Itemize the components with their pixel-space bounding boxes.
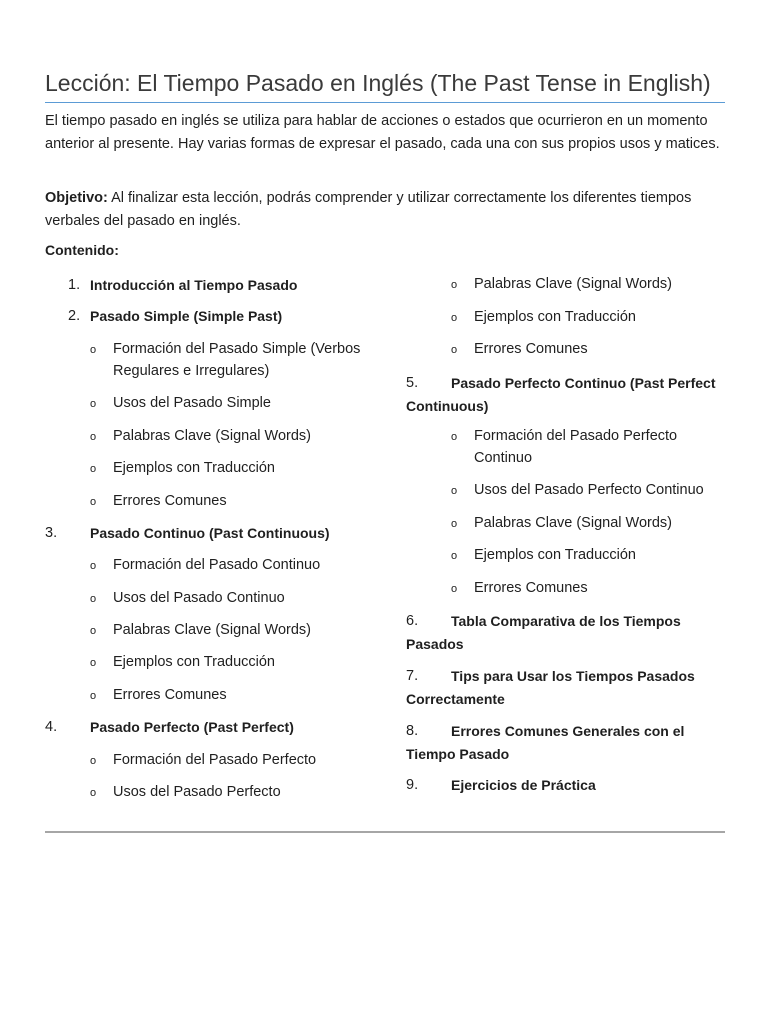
section-number: 2. [68, 308, 81, 324]
list-item-text: Errores Comunes [474, 580, 588, 596]
bullet-icon: o [90, 463, 97, 475]
list-item-text: Palabras Clave (Signal Words) [113, 428, 311, 444]
section-title: Introducción al Tiempo Pasado [90, 277, 298, 293]
section-1 [45, 274, 365, 306]
list-item [45, 491, 365, 523]
list-item [406, 480, 726, 513]
list-item-text: Errores Comunes [113, 493, 227, 509]
section-6 [406, 610, 726, 665]
section-number: 1. [68, 277, 81, 293]
list-item-text: Errores Comunes [474, 341, 588, 357]
list-item [45, 588, 365, 620]
section-title: Pasado Simple (Simple Past) [90, 308, 283, 324]
bullet-icon: o [451, 279, 458, 291]
section-2 [45, 306, 365, 339]
section-heading [406, 372, 726, 418]
contents-column-right [406, 274, 726, 804]
list-item-text: Palabras Clave (Signal Words) [474, 515, 672, 531]
list-item [45, 339, 365, 393]
section-7 [406, 665, 726, 720]
bullet-icon: o [451, 550, 458, 562]
bullet-icon: o [451, 312, 458, 324]
section-heading [406, 774, 726, 797]
section-title: Ejercicios de Práctica [451, 777, 596, 793]
section-number: 7. [406, 668, 419, 684]
list-item [45, 458, 365, 491]
list-item [45, 426, 365, 458]
list-item [45, 782, 365, 814]
bottom-divider [45, 831, 725, 833]
list-item [45, 555, 365, 588]
list-item [45, 750, 365, 782]
list-item-text: Palabras Clave (Signal Words) [113, 622, 311, 638]
bullet-icon: o [90, 755, 97, 767]
list-item [406, 513, 726, 545]
section-title: Pasado Continuo (Past Continuous) [90, 525, 330, 541]
list-item-text: Usos del Pasado Perfecto [113, 784, 281, 800]
bullet-icon: o [90, 593, 97, 605]
section-9 [406, 774, 726, 804]
bullet-icon: o [90, 496, 97, 508]
section-title: Pasado Perfecto (Past Perfect) [90, 719, 294, 735]
section-heading [406, 610, 726, 656]
section-number: 8. [406, 723, 419, 739]
list-item-text: Ejemplos con Traducción [113, 460, 275, 476]
section-number: 5. [406, 375, 419, 391]
list-item-text: Usos del Pasado Continuo [113, 590, 285, 606]
section-title: Tabla Comparativa de los Tiempos Pasados [406, 613, 681, 652]
list-item-text: Formación del Pasado Simple (Verbos Regulares e Irregulares) [113, 341, 361, 379]
bullet-icon: o [451, 344, 458, 356]
list-item [406, 578, 726, 610]
list-item [45, 652, 365, 685]
list-item-text: Formación del Pasado Continuo [113, 557, 321, 573]
section-title: Errores Comunes Generales con el Tiempo Pasado [406, 723, 685, 762]
intro-paragraph: El tiempo pasado en inglés se utiliza para hablar de acciones o estados que ocurrieron en un momento anterior al presente. Hay varias formas de expresar el pasado, cada una con sus propios usos y matices. [45, 113, 720, 152]
bullet-icon: o [90, 431, 97, 443]
list-item-text: Usos del Pasado Simple [113, 395, 271, 411]
section-number: 9. [406, 777, 419, 793]
contents-heading: Contenido: [45, 242, 119, 258]
contents-column-left [45, 274, 365, 814]
list-item [45, 393, 365, 426]
list-item [406, 545, 726, 578]
title-divider [45, 102, 725, 103]
list-item [406, 426, 726, 480]
list-item-text: Ejemplos con Traducción [113, 654, 275, 670]
objective-paragraph [45, 187, 725, 232]
list-item [406, 339, 726, 372]
bullet-icon: o [90, 657, 97, 669]
bullet-icon: o [451, 518, 458, 530]
list-item [45, 620, 365, 652]
objective-label: Objetivo: [45, 190, 108, 206]
section-number: 6. [406, 613, 419, 629]
section-5 [406, 372, 726, 426]
list-item-text: Errores Comunes [113, 687, 227, 703]
list-item-text: Formación del Pasado Perfecto Continuo [474, 428, 678, 466]
list-item-text: Ejemplos con Traducción [474, 309, 636, 325]
list-item [406, 307, 726, 339]
objective-text: Al finalizar esta lección, podrás comprender y utilizar correctamente los diferentes tiempos verbales del pasado en inglés. [45, 190, 692, 229]
bullet-icon: o [90, 560, 97, 572]
section-heading [406, 720, 726, 766]
section-3 [45, 523, 365, 555]
section-title: Tips para Usar los Tiempos Pasados Correctamente [406, 668, 695, 707]
list-item-text: Usos del Pasado Perfecto Continuo [474, 482, 704, 498]
bullet-icon: o [90, 398, 97, 410]
section-number: 4. [45, 719, 58, 735]
list-item [45, 685, 365, 717]
section-heading [406, 665, 726, 711]
bullet-icon: o [90, 787, 97, 799]
list-item-text: Palabras Clave (Signal Words) [474, 276, 672, 292]
bullet-icon: o [451, 485, 458, 497]
section-8 [406, 720, 726, 774]
bullet-icon: o [451, 431, 458, 443]
section-title: Pasado Perfecto Continuo (Past Perfect Continuous) [406, 375, 716, 414]
list-item-text: Ejemplos con Traducción [474, 547, 636, 563]
bullet-icon: o [90, 690, 97, 702]
bullet-icon: o [90, 625, 97, 637]
list-item-text: Formación del Pasado Perfecto [113, 752, 317, 768]
bullet-icon: o [451, 583, 458, 595]
bullet-icon: o [90, 344, 97, 356]
section-4 [45, 717, 365, 750]
section-number: 3. [45, 525, 58, 541]
list-item [406, 274, 726, 307]
page-title: Lección: El Tiempo Pasado en Inglés (The Past Tense in English) [45, 70, 711, 96]
